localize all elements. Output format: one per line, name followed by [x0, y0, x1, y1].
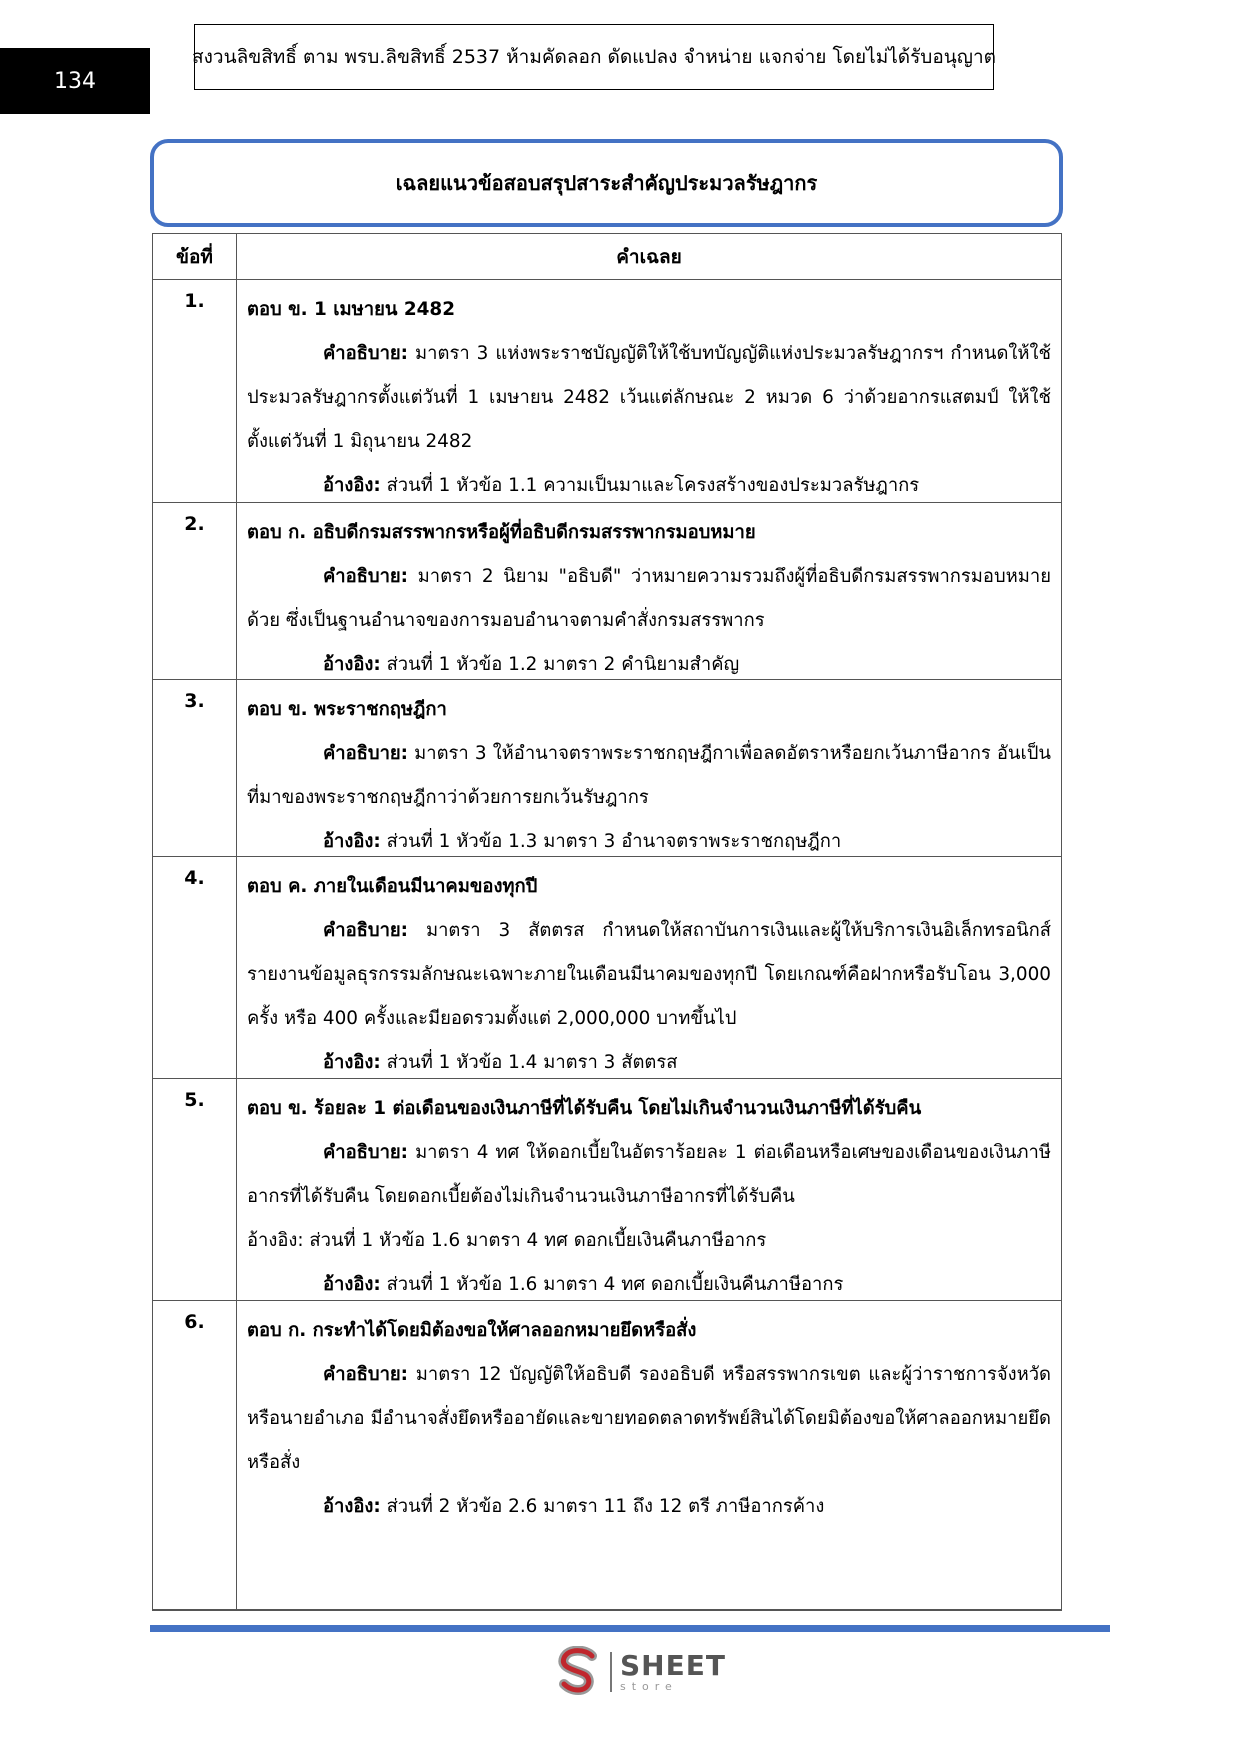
paragraph-label: คำอธิบาย: [323, 1364, 409, 1385]
answer-table [152, 233, 1062, 1611]
paragraph-text: มาตรา 3 สัตตรส กำหนดให้สถาบันการเงินและผู้ให้บริการเงินอิเล็กทรอนิกส์รายงานข้อมูลธุรกรรมลักษณะเฉพาะภายในเดือนมีนาคมของทุกปี โดยเกณฑ์คือฝากหรือรับโอน 3,000 ครั้ง หรือ 400 ครั้งและมียอดรวมตั้งแต่ 2,000,000 บาทขึ้นไป [247, 920, 1051, 1029]
reference [247, 464, 1051, 508]
answer-number: 3. [153, 680, 237, 857]
explanation [247, 332, 1051, 464]
page-title: เฉลยแนวข้อสอบสรุปสาระสำคัญประมวลรัษฎากร [150, 139, 1063, 227]
correct-answer: ตอบ ข. พระราชกฤษฎีกา [247, 699, 447, 720]
answer-number: 1. [153, 280, 237, 503]
paragraph-label: คำอธิบาย: [323, 920, 409, 941]
paragraph-label: อ้างอิง: [323, 1496, 381, 1517]
answer-content [237, 1079, 1061, 1301]
paragraph-label: อ้างอิง: [323, 831, 381, 852]
reference [247, 1485, 1051, 1529]
answer-number: 2. [153, 503, 237, 680]
explanation [247, 1131, 1051, 1219]
answer-number: 5. [153, 1079, 237, 1301]
correct-answer: ตอบ ค. ภายในเดือนมีนาคมของทุกปี [247, 876, 538, 897]
answer-number: 6. [153, 1301, 237, 1610]
reference-plain: อ้างอิง: ส่วนที่ 1 หัวข้อ 1.6 มาตรา 4 ทศ ดอกเบี้ยเงินคืนภาษีอากร [247, 1230, 767, 1251]
sheet-store-s-icon [556, 1646, 602, 1698]
explanation [247, 909, 1051, 1041]
answer-content [237, 1301, 1061, 1610]
logo-text [620, 1649, 726, 1693]
paragraph-label: อ้างอิง: [323, 475, 381, 496]
paragraph-label: อ้างอิง: [323, 1052, 381, 1073]
answer-number: 4. [153, 857, 237, 1079]
logo-store-text: store [620, 1680, 678, 1693]
copyright-notice: สงวนลิขสิทธิ์ ตาม พรบ.ลิขสิทธิ์ 2537 ห้ามคัดลอก ดัดแปลง จำหน่าย แจกจ่าย โดยไม่ได้รับอนุญาต [194, 24, 994, 90]
correct-answer: ตอบ ก. อธิบดีกรมสรรพากรหรือผู้ที่อธิบดีกรมสรรพากรมอบหมาย [247, 522, 756, 543]
paragraph-text: มาตรา 4 ทศ ให้ดอกเบี้ยในอัตราร้อยละ 1 ต่อเดือนหรือเศษของเดือนของเงินภาษีอากรที่ได้รับคืน โดยดอกเบี้ยต้องไม่เกินจำนวนเงินภาษีอากรที่ได้รับคืน [247, 1142, 1051, 1207]
bottom-rule [150, 1625, 1110, 1632]
paragraph-label: คำอธิบาย: [323, 566, 409, 587]
footer-logo [556, 1646, 726, 1698]
correct-answer: ตอบ ก. กระทำได้โดยมิต้องขอให้ศาลออกหมายยึดหรือสั่ง [247, 1320, 697, 1341]
page-number: 134 [0, 48, 150, 114]
paragraph-text: ส่วนที่ 1 หัวข้อ 1.1 ความเป็นมาและโครงสร้างของประมวลรัษฎากร [380, 475, 920, 496]
answer-content [237, 857, 1061, 1079]
logo-sheet-text: SHEET [620, 1649, 726, 1682]
paragraph-text: มาตรา 2 นิยาม "อธิบดี" ว่าหมายความรวมถึงผู้ที่อธิบดีกรมสรรพากรมอบหมายด้วย ซึ่งเป็นฐานอำนาจของการมอบอำนาจตามคำสั่งกรมสรรพากร [247, 566, 1051, 631]
paragraph-text: ส่วนที่ 1 หัวข้อ 1.6 มาตรา 4 ทศ ดอกเบี้ยเงินคืนภาษีอากร [380, 1274, 844, 1295]
paragraph-text: ส่วนที่ 2 หัวข้อ 2.6 มาตรา 11 ถึง 12 ตรี ภาษีอากรค้าง [380, 1496, 825, 1517]
answer-content [237, 280, 1061, 503]
answer-content [237, 680, 1061, 857]
logo-separator [610, 1652, 612, 1692]
paragraph-text: ส่วนที่ 1 หัวข้อ 1.2 มาตรา 2 คำนิยามสำคัญ [380, 654, 740, 675]
paragraph-text: มาตรา 3 ให้อำนาจตราพระราชกฤษฎีกาเพื่อลดอัตราหรือยกเว้นภาษีอากร อันเป็นที่มาของพระราชกฤษฎีกาว่าด้วยการยกเว้นรัษฎากร [247, 743, 1051, 808]
paragraph-text: ส่วนที่ 1 หัวข้อ 1.3 มาตรา 3 อำนาจตราพระราชกฤษฎีกา [380, 831, 842, 852]
explanation [247, 1353, 1051, 1485]
correct-answer: ตอบ ข. 1 เมษายน 2482 [247, 299, 456, 320]
explanation [247, 555, 1051, 643]
paragraph-label: คำอธิบาย: [323, 1142, 409, 1163]
paragraph-text: ส่วนที่ 1 หัวข้อ 1.4 มาตรา 3 สัตตรส [380, 1052, 678, 1073]
explanation [247, 732, 1051, 820]
paragraph-label: อ้างอิง: [323, 1274, 381, 1295]
paragraph-text: มาตรา 3 แห่งพระราชบัญญัติให้ใช้บทบัญญัติแห่งประมวลรัษฎากรฯ กำหนดให้ใช้ประมวลรัษฎากรตั้งแต่วันที่ 1 เมษายน 2482 เว้นแต่ลักษณะ 2 หมวด 6 ว่าด้วยอากรแสตมป์ ให้ใช้ตั้งแต่วันที่ 1 มิถุนายน 2482 [247, 343, 1051, 452]
paragraph-label: คำอธิบาย: [323, 343, 409, 364]
answer-content [237, 503, 1061, 680]
paragraph-label: คำอธิบาย: [323, 743, 409, 764]
header-answer: คำเฉลย [237, 234, 1061, 280]
paragraph-text: มาตรา 12 บัญญัติให้อธิบดี รองอธิบดี หรือสรรพากรเขต และผู้ว่าราชการจังหวัดหรือนายอำเภอ มีอำนาจสั่งยึดหรืออายัดและขายทอดตลาดทรัพย์สินได้โดยมิต้องขอให้ศาลออกหมายยึดหรือสั่ง [247, 1364, 1051, 1473]
header-number: ข้อที่ [153, 234, 237, 280]
paragraph-label: อ้างอิง: [323, 654, 381, 675]
correct-answer: ตอบ ข. ร้อยละ 1 ต่อเดือนของเงินภาษีที่ได้รับคืน โดยไม่เกินจำนวนเงินภาษีที่ได้รับคืน [247, 1098, 922, 1119]
